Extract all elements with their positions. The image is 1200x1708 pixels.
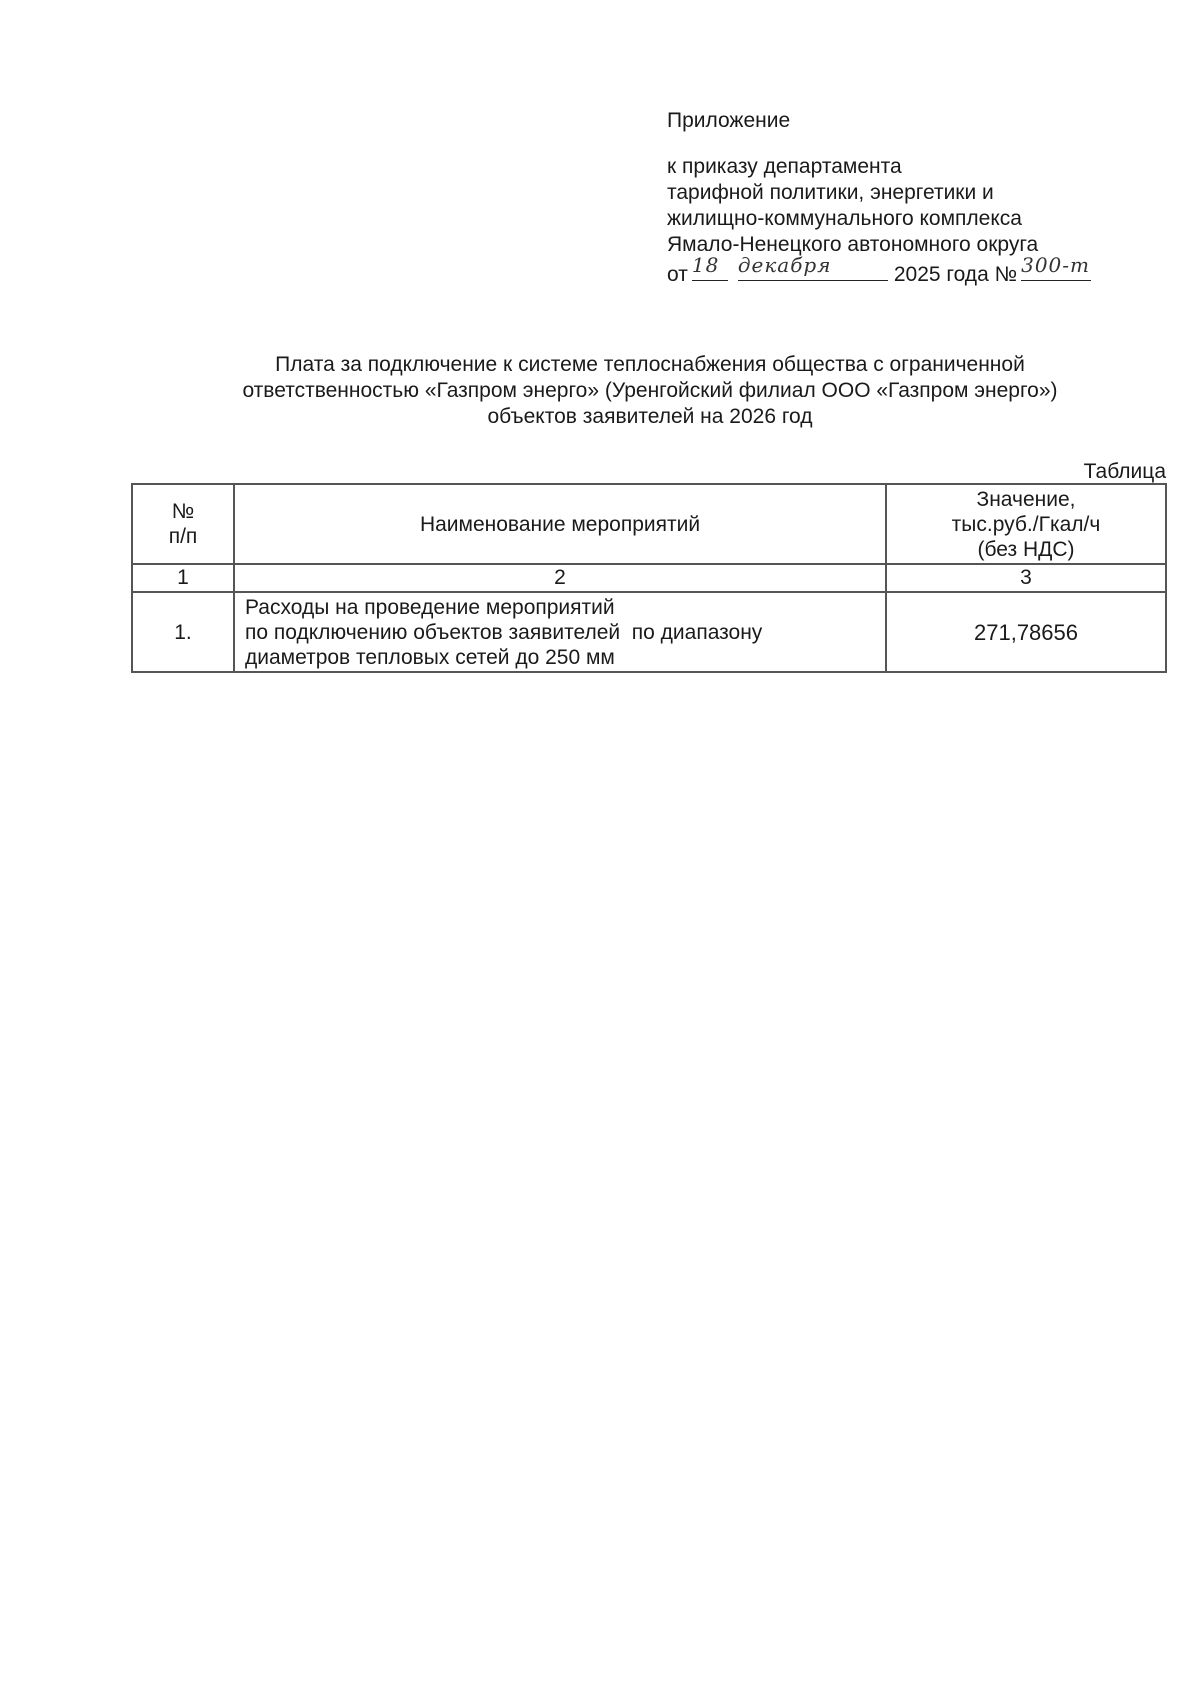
title-line-3: объектов заявителей на 2026 год bbox=[487, 405, 813, 428]
header-value-line-1: Значение, bbox=[976, 487, 1076, 511]
row-name-line-3: диаметров тепловых сетей до 250 мм bbox=[245, 645, 615, 669]
header-number bbox=[132, 484, 234, 564]
row-value: 271,78656 bbox=[886, 592, 1166, 672]
appendix-line-2: тарифной политики, энергетики и bbox=[667, 181, 994, 204]
order-number-blank bbox=[1021, 253, 1091, 281]
appendix-block bbox=[667, 108, 1147, 288]
tariff-table bbox=[131, 483, 1167, 673]
column-number-3: 3 bbox=[886, 564, 1166, 592]
header-value-line-3: (без НДС) bbox=[977, 537, 1075, 561]
row-name-line-2: по подключению объектов заявителей по диапазону bbox=[245, 620, 763, 644]
table-row bbox=[132, 592, 1166, 672]
appendix-line-3: жилищно-коммунального комплекса bbox=[667, 207, 1022, 230]
appendix-heading: Приложение bbox=[667, 109, 791, 132]
appendix-line-4: Ямало-Ненецкого автономного округа bbox=[667, 233, 1039, 256]
title-line-1: Плата за подключение к системе теплоснабжения общества с ограниченной bbox=[275, 353, 1025, 376]
document-title bbox=[130, 352, 1170, 430]
date-prefix: от bbox=[667, 263, 688, 286]
header-number-line-2: п/п bbox=[168, 525, 198, 548]
date-day-blank bbox=[691, 253, 728, 281]
title-line-2: ответственностью «Газпром энерго» (Уренгойский филиал ООО «Газпром энерго») bbox=[242, 379, 1058, 402]
column-number-row bbox=[132, 564, 1166, 592]
header-name: Наименование мероприятий bbox=[234, 484, 886, 564]
row-number: 1. bbox=[132, 592, 234, 672]
handwritten-order-number: 300-т bbox=[1021, 253, 1091, 277]
table-header-row bbox=[132, 484, 1166, 564]
column-number-1: 1 bbox=[132, 564, 234, 592]
date-year: 2025 года № bbox=[893, 263, 1018, 286]
row-name bbox=[234, 592, 886, 672]
table-label: Таблица bbox=[1083, 460, 1166, 483]
handwritten-day: 18 bbox=[691, 253, 720, 277]
appendix-line-1: к приказу департамента bbox=[667, 155, 902, 178]
order-date-line bbox=[667, 253, 1147, 288]
header-value bbox=[886, 484, 1166, 564]
handwritten-month: декабря bbox=[737, 253, 832, 277]
header-number-line-1: № bbox=[171, 500, 195, 523]
date-month-blank bbox=[737, 253, 888, 281]
row-name-line-1: Расходы на проведение мероприятий bbox=[245, 595, 615, 619]
header-value-line-2: тыс.руб./Гкал/ч bbox=[951, 512, 1101, 536]
column-number-2: 2 bbox=[234, 564, 886, 592]
